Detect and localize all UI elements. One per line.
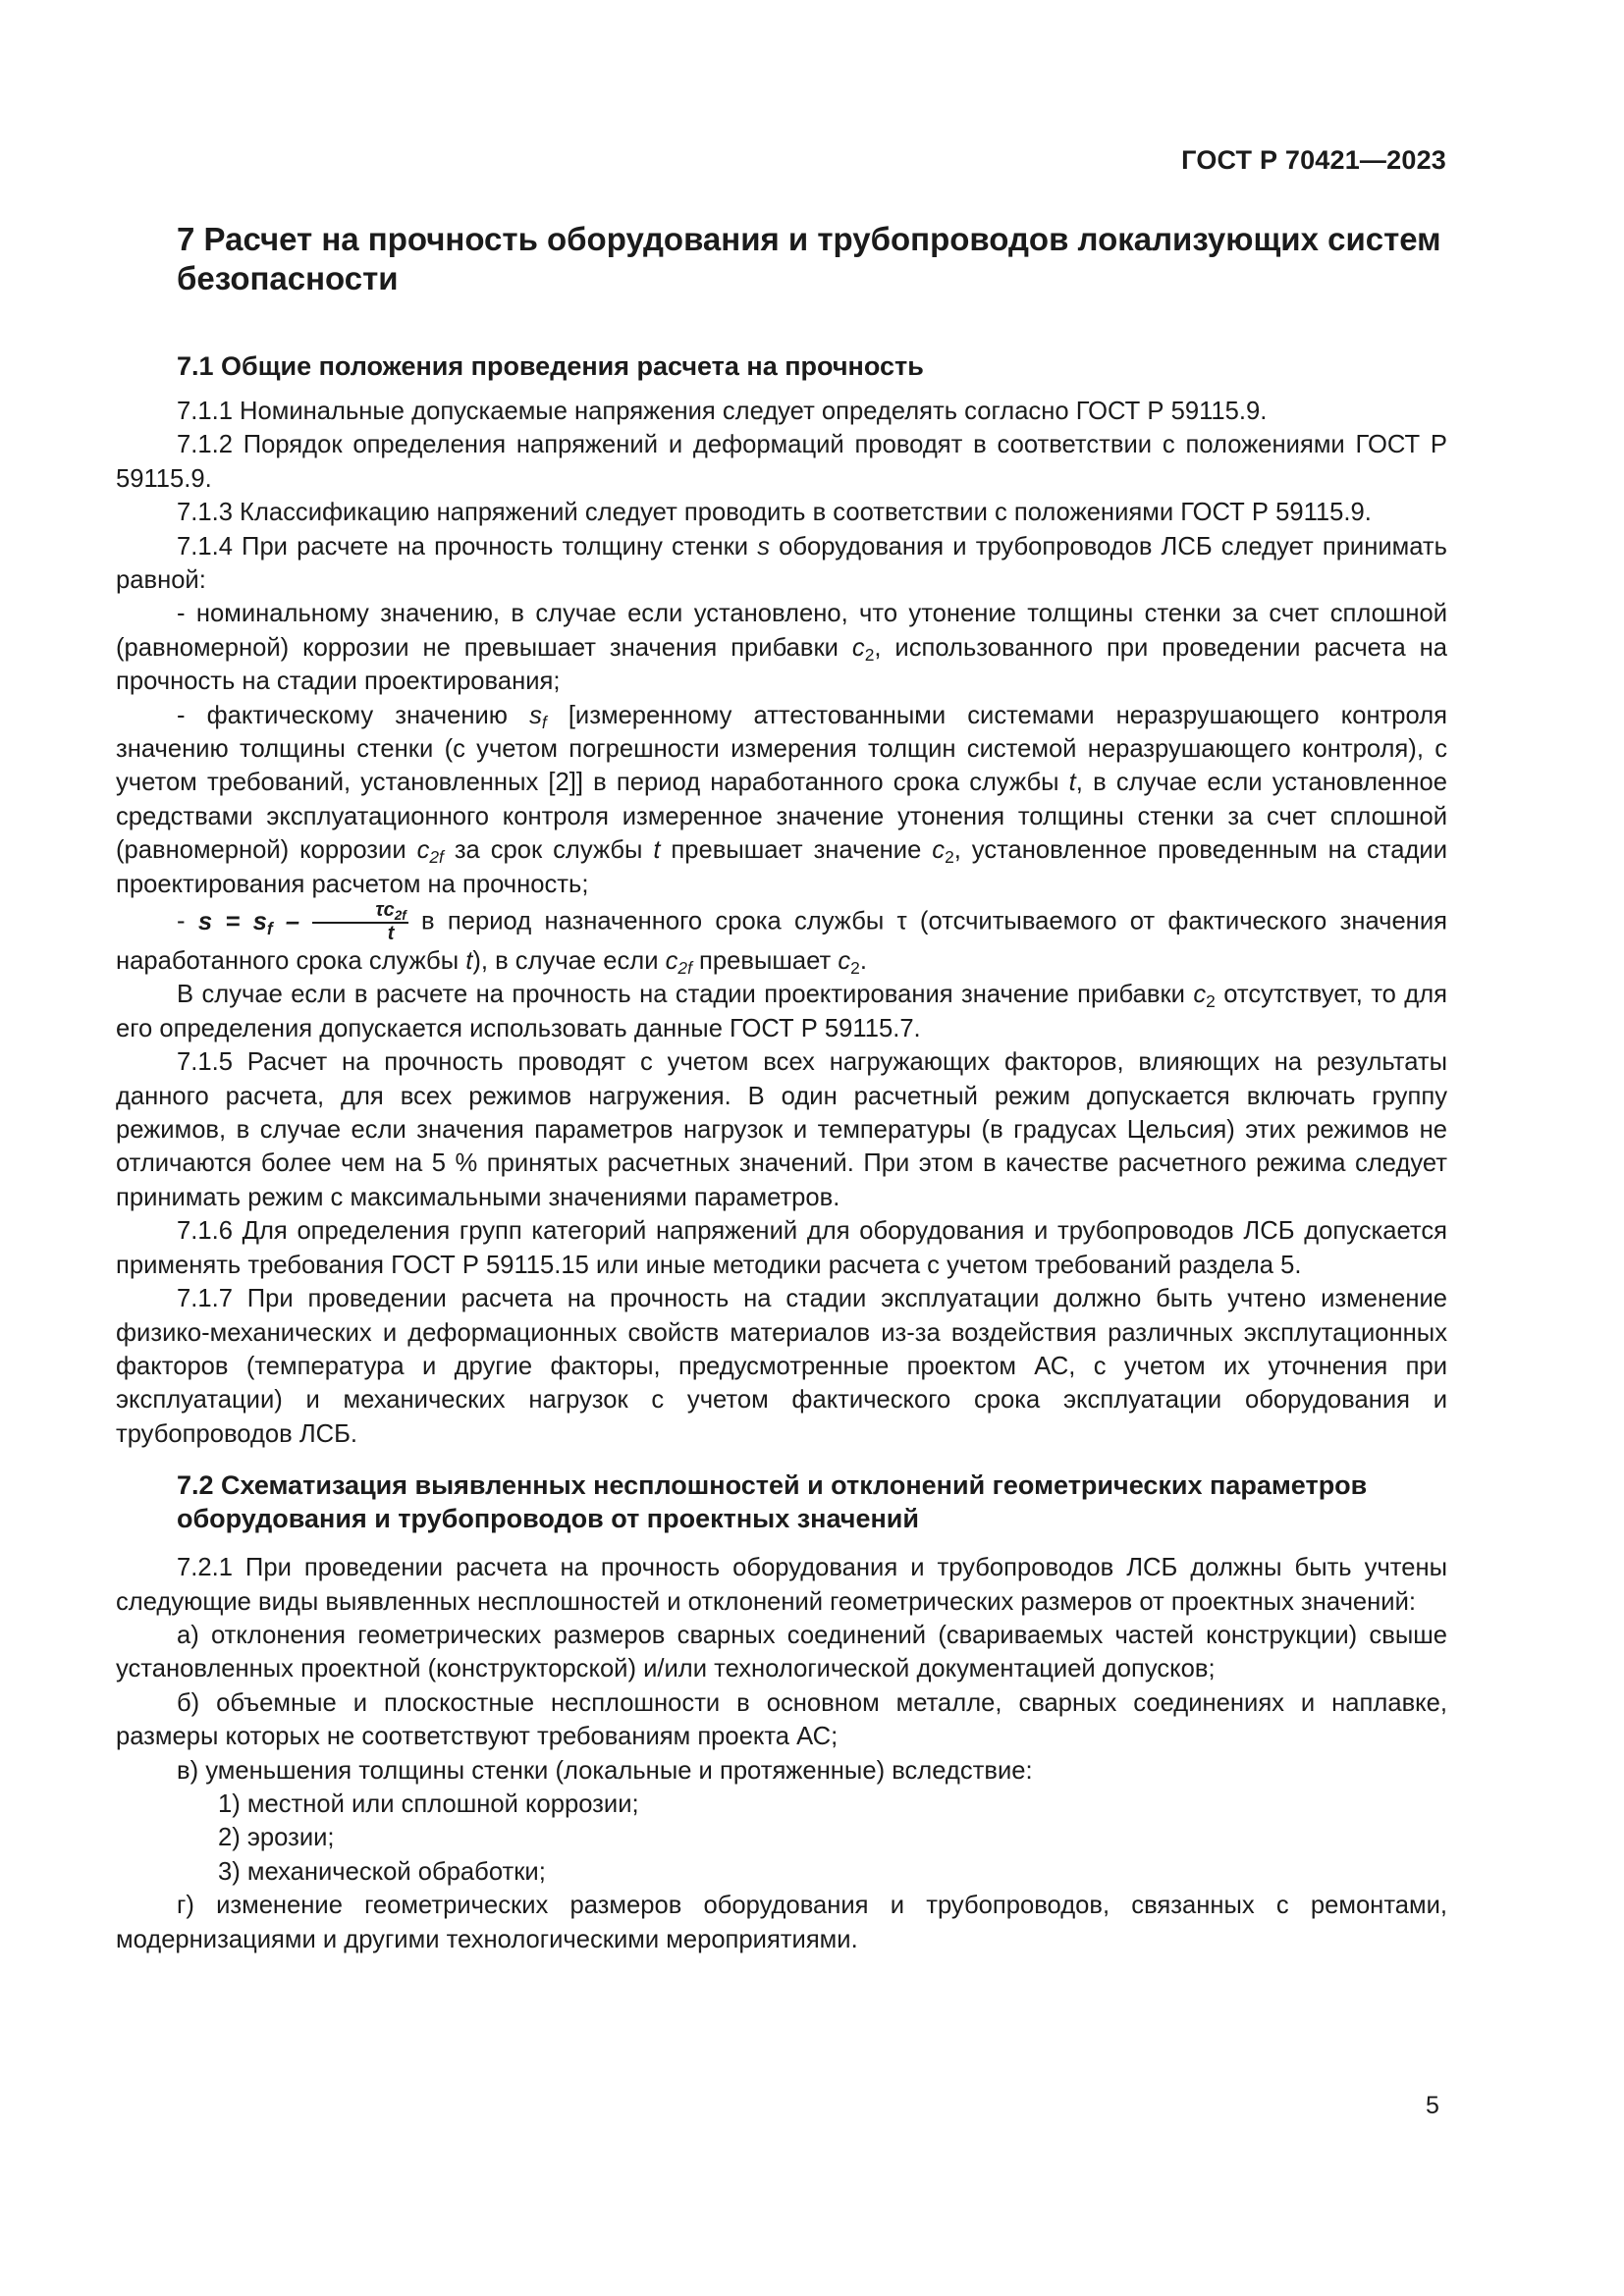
section-7-1-title: 7.1 Общие положения проведения расчета на прочность xyxy=(177,351,924,381)
section-7-title: 7 Расчет на прочность оборудования и трубопроводов локализующих систем безопасности xyxy=(177,221,1441,296)
standard-header: ГОСТ Р 70421—2023 xyxy=(1181,145,1446,175)
paragraph-7-1-4: 7.1.4 При расчете на прочность толщину стенки s оборудования и трубопроводов ЛСБ следует принимать равной: xyxy=(116,532,1447,595)
paragraph-7-2-1: 7.2.1 При проведении расчета на прочность оборудования и трубопроводов ЛСБ должны быть учтены следующие виды выявленных несплошностей и отклонений геометрических размеров от проектных значений: xyxy=(116,1554,1447,1616)
paragraph-c2-note: В случае если в расчете на прочность на стадии проектирования значение прибавки $c_2$ отсутствует, то для его определения допускается использовать данные ГОСТ Р 59115.7. xyxy=(116,981,1447,1042)
list-item-g: г) изменение геометрических размеров оборудования и трубопроводов, связанных с ремонтами, модернизациями и другими технологическими мероприятиями. xyxy=(116,1892,1447,1953)
paragraph-7-1-3: 7.1.3 Классификацию напряжений следует проводить в соответствии с положениями ГОСТ Р 59115.9. xyxy=(177,499,1372,527)
list-item-v-2: 2) эрозии; xyxy=(218,1824,335,1852)
paragraph-7-1-7: 7.1.7 При проведении расчета на прочность на стадии эксплуатации должно быть учтено изменение физико-механических и деформационных свойств материалов из-за воздействия различных эксплутационных факторов (температура и другие факторы, предусмотренные проектом АС, с учетом их уточнения при эксплуатации) и механических нагрузок с учетом фактического срока эксплуатации оборудования и трубопроводов ЛСБ. xyxy=(116,1285,1447,1448)
list-item-v-3: 3) механической обработки; xyxy=(218,1857,546,1886)
paragraph-7-1-6: 7.1.6 Для определения групп категорий напряжений для оборудования и трубопроводов ЛСБ допускается применять требования ГОСТ Р 59115.15 или иные методики расчета с учетом требований раздела 5. xyxy=(116,1217,1447,1279)
content xyxy=(116,220,1447,1956)
paragraph-7-1-1: 7.1.1 Номинальные допускаемые напряжения следует определять согласно ГОСТ Р 59115.9. xyxy=(177,398,1268,425)
formula: $s = s_f$ – $\frac{\tau c_{2f}}{t}$ xyxy=(197,899,406,945)
page-number: 5 xyxy=(1426,2092,1439,2119)
list-item-v-1: 1) местной или сплошной коррозии; xyxy=(218,1789,639,1818)
list-item-formula: - $s = s_f$ – $\frac{\tau c_{2f}}{t}$ в период назначенного срока службы τ (отсчитываемого от фактического значения наработанного срока службы t), в случае если $c_{2f}$ превышает $c_2$. xyxy=(116,899,1447,979)
paragraph-7-1-2: 7.1.2 Порядок определения напряжений и деформаций проводят в соответствии с положениями ГОСТ Р 59115.9. xyxy=(116,431,1447,493)
list-item-actual: - фактическому значению $s_f$ [измеренному аттестованными системами неразрушающего контроля значению толщины стенки (с учетом погрешности измерения толщин системой неразрушающего контроля), с учетом требований, установленных [2]] в период наработанного срока службы t, в случае если установленное средствами эксплуатационного контроля измеренное значение утонения толщины стенки за счет сплошной (равномерной) коррозии $c_{2f}$ за срок службы t превышает значение $c_2$, установленное проведенным на стадии проектирования расчетом на прочность; xyxy=(116,701,1447,898)
formula-fraction: $\frac{\tau c_{2f}}{t}$ xyxy=(312,901,407,944)
list-item-nominal: - номинальному значению, в случае если установлено, что утонение толщины стенки за счет сплошной (равномерной) коррозии не превышает значения прибавки $c_2$, использованного при проведении расчета на прочность на стадии проектирования; xyxy=(116,600,1448,696)
paragraph-7-1-5: 7.1.5 Расчет на прочность проводят с учетом всех нагружающих факторов, влияющих на результаты данного расчета, для всех режимов нагружения. В один расчетный режим допускается включать группу режимов, в случае если значения параметров нагрузок и температуры (в градусах Цельсия) этих режимов не отличаются более чем на 5 % принятых расчетных значений. При этом в качестве расчетного режима следует принимать режим с максимальными значениями параметров. xyxy=(116,1048,1447,1211)
list-item-v: в) уменьшения толщины стенки (локальные и протяженные) вследствие: xyxy=(177,1756,1033,1785)
list-item-b: б) объемные и плоскостные несплошности в основном металле, сварных соединениях и наплавке, размеры которых не соответствуют требованиям проекта АС; xyxy=(116,1688,1447,1751)
list-item-a: а) отклонения геометрических размеров сварных соединений (свариваемых частей конструкции) свыше установленных проектной (конструкторской) и/или технологической документацией допусков; xyxy=(116,1621,1447,1683)
section-7-2-title: 7.2 Схематизация выявленных несплошностей и отклонений геометрических параметров оборудования и трубопроводов от проектных значений xyxy=(177,1470,1368,1534)
